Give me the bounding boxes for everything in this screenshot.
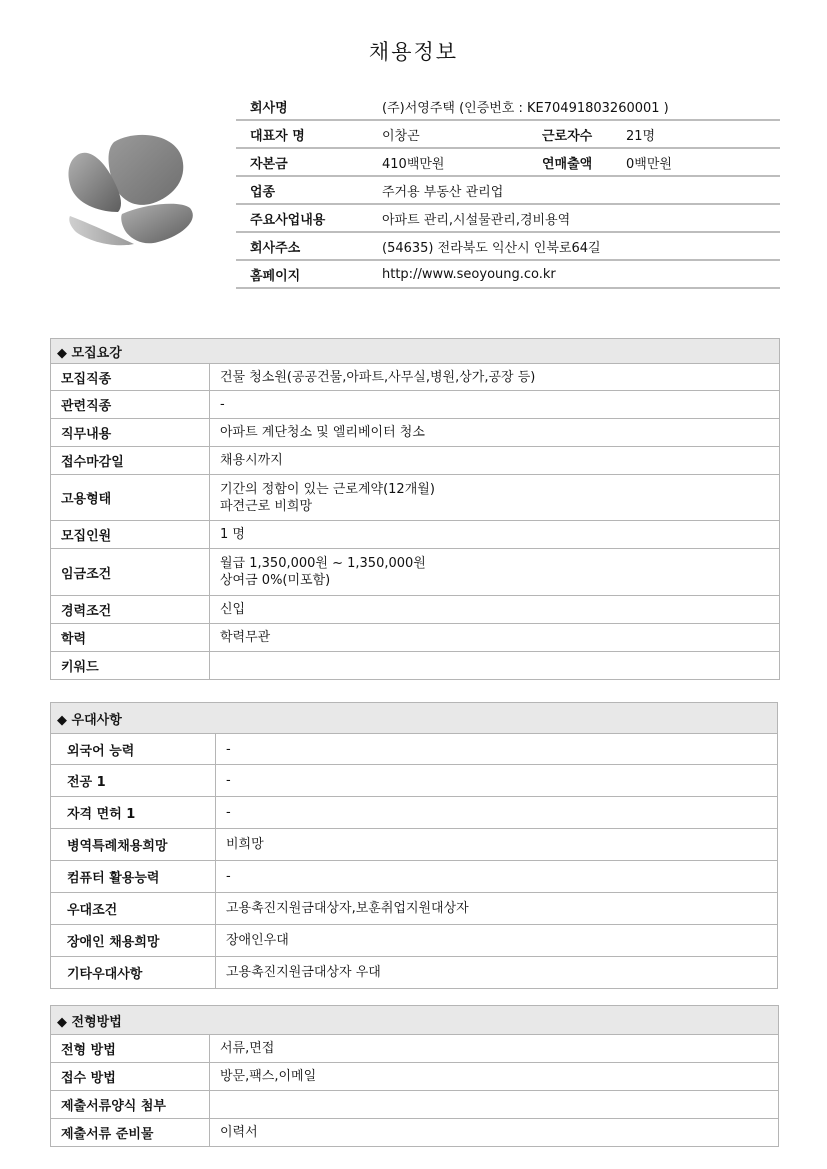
row-label: 전공 1	[51, 765, 216, 797]
row-value: 고용촉진지원금대상자,보훈취업지원대상자	[216, 893, 778, 925]
row-label: 전형 방법	[51, 1035, 210, 1063]
table-row	[51, 734, 778, 765]
row-value-line: 월급 1,350,000원 ~ 1,350,000원	[220, 556, 426, 571]
capital-value: 410백만원	[368, 148, 532, 176]
row-value: 건물 청소원(공공건물,아파트,사무실,병원,상가,공장 등)	[210, 364, 780, 391]
row-label: 제출서류 준비물	[51, 1119, 210, 1147]
table-row	[51, 1063, 779, 1091]
company-logo	[62, 128, 202, 250]
recruit-table	[50, 338, 780, 680]
row-value: 이력서	[210, 1119, 779, 1147]
table-row	[51, 957, 778, 989]
table-row	[51, 1035, 779, 1063]
row-value: -	[216, 765, 778, 797]
selection-table	[50, 1005, 779, 1147]
row-value	[210, 652, 780, 680]
table-row	[51, 364, 780, 391]
table-row	[51, 925, 778, 957]
row-label: 직무내용	[51, 419, 210, 447]
table-row	[51, 829, 778, 861]
industry-row	[236, 176, 780, 204]
table-row	[51, 549, 780, 596]
row-label: 모집직종	[51, 364, 210, 391]
row-label: 학력	[51, 624, 210, 652]
row-label: 기타우대사항	[51, 957, 216, 989]
table-row	[51, 624, 780, 652]
row-value: 채용시까지	[210, 447, 780, 475]
row-value: 방문,팩스,이메일	[210, 1063, 779, 1091]
field-label: 회사명	[236, 93, 368, 120]
row-value: 신입	[210, 596, 780, 624]
row-value: 아파트 계단청소 및 엘리베이터 청소	[210, 419, 780, 447]
row-label: 장애인 채용희망	[51, 925, 216, 957]
address-row	[236, 232, 780, 260]
sales-value: 0백만원	[612, 148, 780, 176]
row-label: 임금조건	[51, 549, 210, 596]
row-value	[210, 475, 780, 521]
company-name-value: (주)서영주택 (인증번호 : KE70491803260001 )	[368, 93, 780, 120]
row-value: 1 명	[210, 521, 780, 549]
table-row	[51, 861, 778, 893]
row-value-line: 상여금 0%(미포함)	[220, 573, 331, 588]
table-row	[51, 521, 780, 549]
row-label: 접수마감일	[51, 447, 210, 475]
page-title: 채용정보	[368, 40, 459, 64]
table-row	[51, 652, 780, 680]
row-value: 비희망	[216, 829, 778, 861]
ceo-row	[236, 120, 780, 148]
table-row	[51, 1119, 779, 1147]
preference-table	[50, 702, 778, 989]
row-label: 관련직종	[51, 391, 210, 419]
table-row	[51, 1091, 779, 1119]
table-row	[51, 447, 780, 475]
row-value-line: 기간의 정함이 있는 근로계약(12개월)	[220, 481, 435, 497]
row-value-line: 파견근로 비희망	[220, 498, 313, 514]
field-label: 대표자 명	[236, 120, 368, 148]
row-label: 병역특례채용희망	[51, 829, 216, 861]
table-row	[51, 893, 778, 925]
row-value	[210, 1091, 779, 1119]
field-label: 자본금	[236, 148, 368, 176]
table-row	[51, 596, 780, 624]
table-row	[51, 391, 780, 419]
company-info-table	[236, 93, 780, 289]
table-row	[51, 475, 780, 521]
homepage-link[interactable]: http://www.seoyoung.co.kr	[368, 260, 780, 288]
business-value: 아파트 관리,시설물관리,경비용역	[368, 204, 780, 232]
homepage-row	[236, 260, 780, 288]
ceo-value: 이창곤	[368, 120, 532, 148]
row-value: -	[216, 861, 778, 893]
row-value	[210, 549, 780, 596]
company-name-row	[236, 93, 780, 120]
selection-header: ◆ 전형방법	[51, 1006, 779, 1035]
industry-value: 주거용 부동산 관리업	[368, 176, 780, 204]
field-label: 연매출액	[532, 148, 612, 176]
table-row	[51, 419, 780, 447]
row-value: 장애인우대	[216, 925, 778, 957]
row-label: 우대조건	[51, 893, 216, 925]
field-label: 업종	[236, 176, 368, 204]
row-value: -	[210, 391, 780, 419]
recruit-header: ◆ 모집요강	[51, 339, 780, 364]
row-value: 고용촉진지원금대상자 우대	[216, 957, 778, 989]
row-value: -	[216, 797, 778, 829]
field-label: 주요사업내용	[236, 204, 368, 232]
preference-header: ◆ 우대사항	[51, 703, 778, 734]
business-row	[236, 204, 780, 232]
row-label: 자격 면허 1	[51, 797, 216, 829]
field-label: 회사주소	[236, 232, 368, 260]
row-value: 서류,면접	[210, 1035, 779, 1063]
address-value: (54635) 전라북도 익산시 인북로64길	[368, 232, 780, 260]
field-label: 근로자수	[532, 120, 612, 148]
row-label: 고용형태	[51, 475, 210, 521]
row-label: 제출서류양식 첨부	[51, 1091, 210, 1119]
workers-value: 21명	[612, 120, 780, 148]
row-label: 모집인원	[51, 521, 210, 549]
table-row	[51, 797, 778, 829]
row-label: 외국어 능력	[51, 734, 216, 765]
capital-row	[236, 148, 780, 176]
row-label: 컴퓨터 활용능력	[51, 861, 216, 893]
row-label: 경력조건	[51, 596, 210, 624]
row-value: -	[216, 734, 778, 765]
row-label: 접수 방법	[51, 1063, 210, 1091]
row-value: 학력무관	[210, 624, 780, 652]
row-label: 키워드	[51, 652, 210, 680]
table-row	[51, 765, 778, 797]
field-label: 홈페이지	[236, 260, 368, 288]
